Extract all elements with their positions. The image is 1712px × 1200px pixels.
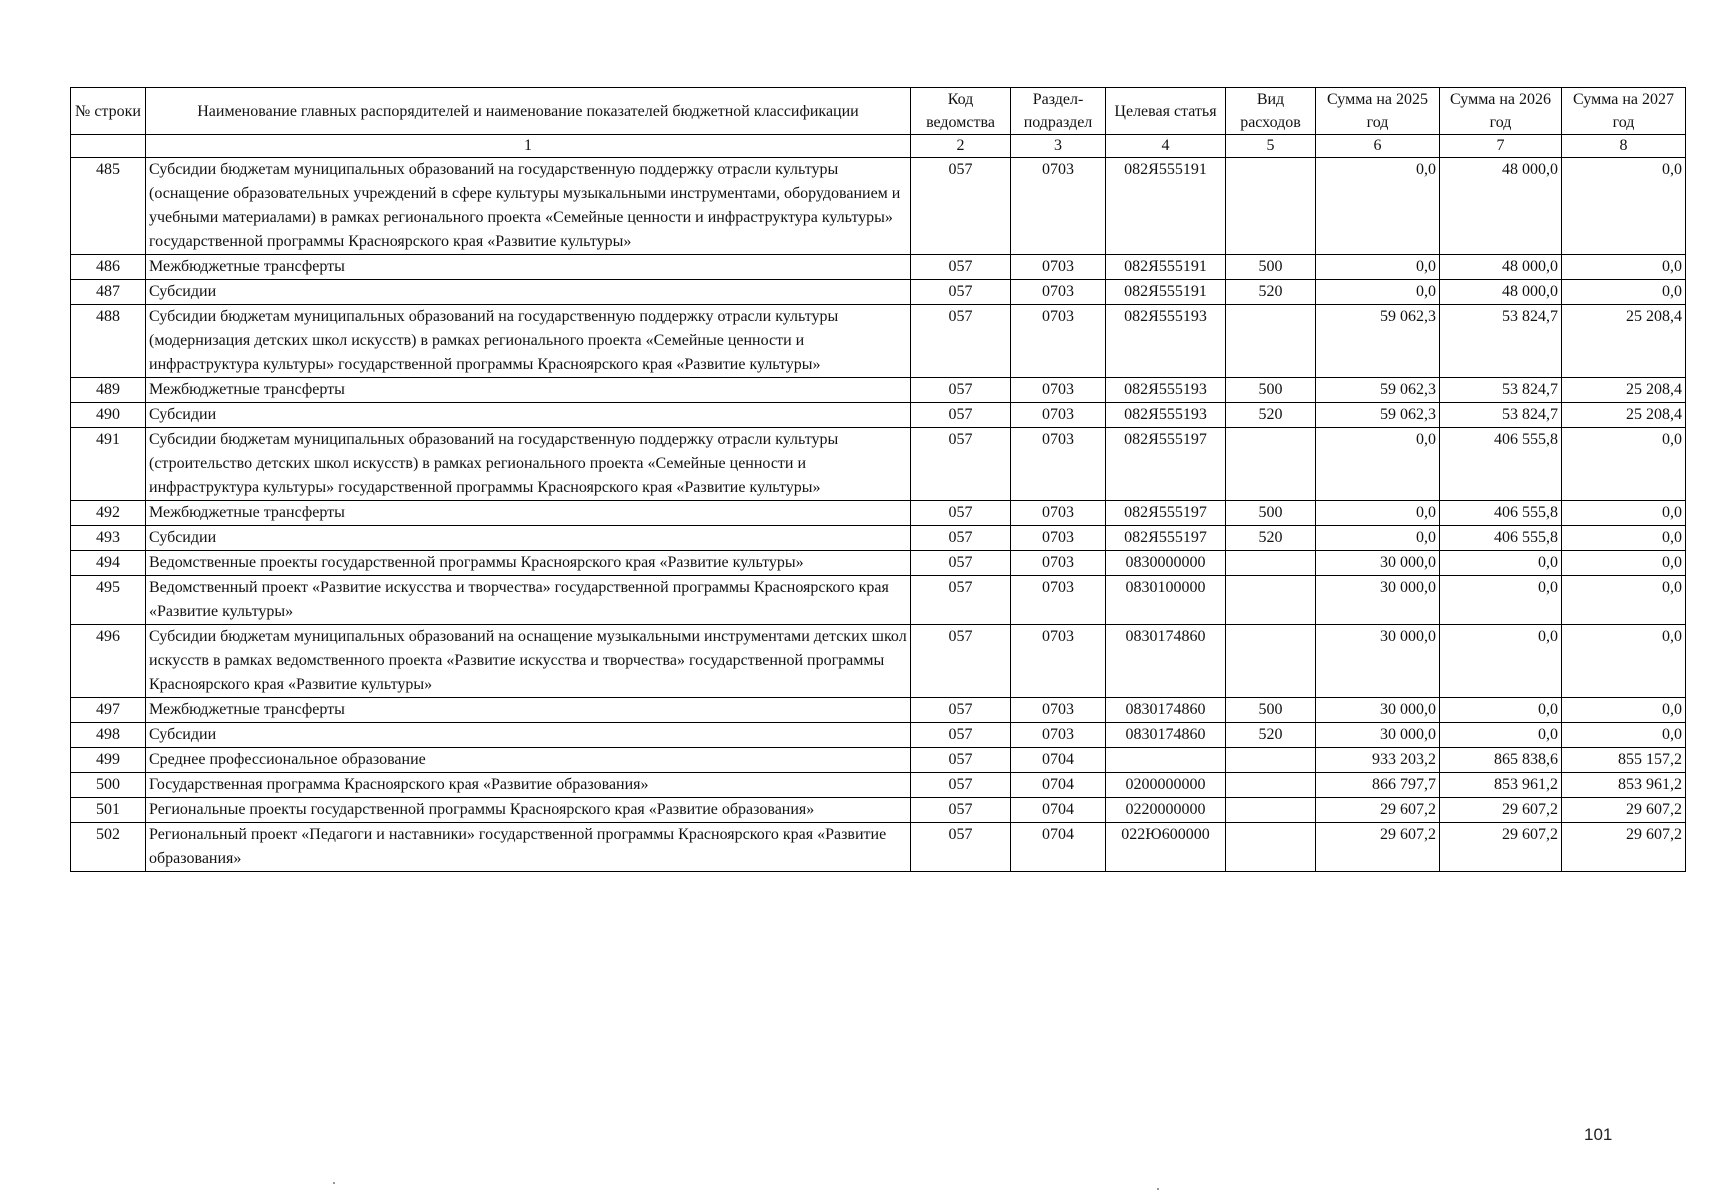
row-number-cell: 486 (71, 255, 146, 280)
column-number: 1 (146, 135, 911, 158)
target-article-cell: 022Ю600000 (1106, 823, 1226, 872)
department-code-cell: 057 (911, 378, 1011, 403)
item-name-cell: Межбюджетные трансферты (146, 255, 911, 280)
sum-2026-cell: 0,0 (1440, 723, 1562, 748)
header-row-number: № строки (71, 88, 146, 135)
department-code-cell: 057 (911, 428, 1011, 501)
table-row (71, 526, 1686, 551)
target-article-cell: 0220000000 (1106, 798, 1226, 823)
item-name-cell: Региональные проекты государственной программы Красноярского края «Развитие образования» (146, 798, 911, 823)
table-row (71, 576, 1686, 625)
header-section: Раздел-подраздел (1011, 88, 1106, 135)
sum-2026-cell: 853 961,2 (1440, 773, 1562, 798)
row-number-cell: 494 (71, 551, 146, 576)
table-row (71, 280, 1686, 305)
department-code-cell: 057 (911, 526, 1011, 551)
sum-2027-cell: 29 607,2 (1562, 823, 1686, 872)
sum-2025-cell: 30 000,0 (1316, 551, 1440, 576)
section-code-cell: 0704 (1011, 823, 1106, 872)
target-article-cell: 082Я555197 (1106, 501, 1226, 526)
sum-2025-cell: 933 203,2 (1316, 748, 1440, 773)
section-code-cell: 0703 (1011, 158, 1106, 255)
column-number: 5 (1226, 135, 1316, 158)
document-page (70, 87, 1685, 872)
section-code-cell: 0703 (1011, 255, 1106, 280)
row-number-cell: 493 (71, 526, 146, 551)
target-article-cell: 0830174860 (1106, 698, 1226, 723)
sum-2026-cell: 0,0 (1440, 625, 1562, 698)
row-number-cell: 490 (71, 403, 146, 428)
department-code-cell: 057 (911, 798, 1011, 823)
table-header (71, 88, 1686, 158)
department-code-cell: 057 (911, 576, 1011, 625)
expense-type-cell (1226, 823, 1316, 872)
item-name-cell: Региональный проект «Педагоги и наставники» государственной программы Красноярского края «Развитие образования» (146, 823, 911, 872)
column-number: 3 (1011, 135, 1106, 158)
row-number-cell: 492 (71, 501, 146, 526)
sum-2027-cell: 0,0 (1562, 280, 1686, 305)
row-number-cell: 485 (71, 158, 146, 255)
table-row (71, 378, 1686, 403)
department-code-cell: 057 (911, 723, 1011, 748)
sum-2025-cell: 0,0 (1316, 280, 1440, 305)
expense-type-cell (1226, 798, 1316, 823)
row-number-cell: 502 (71, 823, 146, 872)
expense-type-cell (1226, 551, 1316, 576)
sum-2026-cell: 0,0 (1440, 551, 1562, 576)
department-code-cell: 057 (911, 698, 1011, 723)
header-expense-type: Вид расходов (1226, 88, 1316, 135)
table-row (71, 428, 1686, 501)
section-code-cell: 0703 (1011, 526, 1106, 551)
table-row (71, 625, 1686, 698)
target-article-cell (1106, 748, 1226, 773)
section-code-cell: 0704 (1011, 748, 1106, 773)
sum-2026-cell: 53 824,7 (1440, 305, 1562, 378)
item-name-cell: Субсидии бюджетам муниципальных образований на государственную поддержку отрасли культуры (оснащение образовательных учреждений в сфере культуры музыкальными инструментами, оборудованием и учебными материалами) в рамках регионального проекта «Семейные ценности и инфраструктура культуры» государственной программы Красноярского края «Развитие культуры» (146, 158, 911, 255)
table-row (71, 723, 1686, 748)
section-code-cell: 0703 (1011, 305, 1106, 378)
column-number: 8 (1562, 135, 1686, 158)
sum-2025-cell: 29 607,2 (1316, 798, 1440, 823)
sum-2026-cell: 29 607,2 (1440, 798, 1562, 823)
section-code-cell: 0703 (1011, 551, 1106, 576)
sum-2027-cell: 25 208,4 (1562, 378, 1686, 403)
expense-type-cell (1226, 158, 1316, 255)
item-name-cell: Субсидии (146, 723, 911, 748)
section-code-cell: 0704 (1011, 773, 1106, 798)
sum-2027-cell: 853 961,2 (1562, 773, 1686, 798)
target-article-cell: 082Я555191 (1106, 280, 1226, 305)
sum-2025-cell: 30 000,0 (1316, 576, 1440, 625)
row-number-cell: 498 (71, 723, 146, 748)
target-article-cell: 082Я555197 (1106, 428, 1226, 501)
expense-type-cell: 520 (1226, 280, 1316, 305)
sum-2025-cell: 0,0 (1316, 158, 1440, 255)
expense-type-cell: 520 (1226, 526, 1316, 551)
row-number-cell: 501 (71, 798, 146, 823)
sum-2026-cell: 48 000,0 (1440, 280, 1562, 305)
header-department-code: Код ведомства (911, 88, 1011, 135)
expense-type-cell: 520 (1226, 723, 1316, 748)
department-code-cell: 057 (911, 773, 1011, 798)
expense-type-cell: 500 (1226, 501, 1316, 526)
table-row (71, 501, 1686, 526)
department-code-cell: 057 (911, 158, 1011, 255)
table-row (71, 255, 1686, 280)
sum-2027-cell: 0,0 (1562, 158, 1686, 255)
sum-2027-cell: 0,0 (1562, 255, 1686, 280)
department-code-cell: 057 (911, 280, 1011, 305)
scan-speck (1157, 1188, 1159, 1190)
page-number: 101 (1584, 1125, 1613, 1144)
expense-type-cell (1226, 305, 1316, 378)
column-number-row (71, 135, 1686, 158)
target-article-cell: 082Я555193 (1106, 403, 1226, 428)
sum-2027-cell: 0,0 (1562, 551, 1686, 576)
row-number-cell: 497 (71, 698, 146, 723)
item-name-cell: Субсидии (146, 403, 911, 428)
table-row (71, 158, 1686, 255)
item-name-cell: Межбюджетные трансферты (146, 698, 911, 723)
table-row (71, 798, 1686, 823)
item-name-cell: Ведомственный проект «Развитие искусства и творчества» государственной программы Красноярского края «Развитие культуры» (146, 576, 911, 625)
sum-2026-cell: 29 607,2 (1440, 823, 1562, 872)
department-code-cell: 057 (911, 255, 1011, 280)
item-name-cell: Среднее профессиональное образование (146, 748, 911, 773)
header-target-article: Целевая статья (1106, 88, 1226, 135)
sum-2025-cell: 59 062,3 (1316, 378, 1440, 403)
sum-2026-cell: 865 838,6 (1440, 748, 1562, 773)
sum-2027-cell: 855 157,2 (1562, 748, 1686, 773)
sum-2026-cell: 406 555,8 (1440, 501, 1562, 526)
table-row (71, 305, 1686, 378)
table-row (71, 698, 1686, 723)
item-name-cell: Субсидии бюджетам муниципальных образований на государственную поддержку отрасли культуры (строительство детских школ искусств) в рамках регионального проекта «Семейные ценности и инфраструктура культуры» государственной программы Красноярского края «Развитие культуры» (146, 428, 911, 501)
table-row (71, 551, 1686, 576)
target-article-cell: 082Я555191 (1106, 255, 1226, 280)
sum-2025-cell: 866 797,7 (1316, 773, 1440, 798)
table-row (71, 403, 1686, 428)
sum-2026-cell: 48 000,0 (1440, 158, 1562, 255)
expense-type-cell (1226, 773, 1316, 798)
sum-2025-cell: 0,0 (1316, 526, 1440, 551)
expense-type-cell (1226, 625, 1316, 698)
expense-type-cell (1226, 576, 1316, 625)
sum-2025-cell: 0,0 (1316, 501, 1440, 526)
department-code-cell: 057 (911, 748, 1011, 773)
item-name-cell: Ведомственные проекты государственной программы Красноярского края «Развитие культуры» (146, 551, 911, 576)
header-sum-2025: Сумма на 2025 год (1316, 88, 1440, 135)
target-article-cell: 082Я555193 (1106, 378, 1226, 403)
sum-2026-cell: 53 824,7 (1440, 378, 1562, 403)
table-row (71, 823, 1686, 872)
sum-2027-cell: 0,0 (1562, 723, 1686, 748)
sum-2026-cell: 48 000,0 (1440, 255, 1562, 280)
sum-2027-cell: 0,0 (1562, 526, 1686, 551)
column-number-empty (71, 135, 146, 158)
sum-2026-cell: 0,0 (1440, 698, 1562, 723)
sum-2027-cell: 25 208,4 (1562, 305, 1686, 378)
budget-table (70, 87, 1686, 872)
sum-2027-cell: 29 607,2 (1562, 798, 1686, 823)
section-code-cell: 0703 (1011, 501, 1106, 526)
sum-2025-cell: 59 062,3 (1316, 305, 1440, 378)
sum-2025-cell: 30 000,0 (1316, 698, 1440, 723)
section-code-cell: 0703 (1011, 723, 1106, 748)
target-article-cell: 0200000000 (1106, 773, 1226, 798)
sum-2027-cell: 0,0 (1562, 428, 1686, 501)
expense-type-cell (1226, 748, 1316, 773)
row-number-cell: 499 (71, 748, 146, 773)
item-name-cell: Межбюджетные трансферты (146, 378, 911, 403)
expense-type-cell: 500 (1226, 255, 1316, 280)
column-number: 2 (911, 135, 1011, 158)
item-name-cell: Субсидии (146, 280, 911, 305)
sum-2025-cell: 0,0 (1316, 428, 1440, 501)
department-code-cell: 057 (911, 823, 1011, 872)
target-article-cell: 0830000000 (1106, 551, 1226, 576)
row-number-cell: 496 (71, 625, 146, 698)
sum-2025-cell: 29 607,2 (1316, 823, 1440, 872)
header-name: Наименование главных распорядителей и наименование показателей бюджетной классификации (146, 88, 911, 135)
column-number: 7 (1440, 135, 1562, 158)
section-code-cell: 0703 (1011, 698, 1106, 723)
target-article-cell: 082Я555191 (1106, 158, 1226, 255)
sum-2027-cell: 0,0 (1562, 698, 1686, 723)
scan-speck (333, 1182, 335, 1184)
sum-2026-cell: 53 824,7 (1440, 403, 1562, 428)
target-article-cell: 082Я555197 (1106, 526, 1226, 551)
header-sum-2027: Сумма на 2027 год (1562, 88, 1686, 135)
department-code-cell: 057 (911, 403, 1011, 428)
row-number-cell: 488 (71, 305, 146, 378)
sum-2026-cell: 406 555,8 (1440, 526, 1562, 551)
sum-2027-cell: 0,0 (1562, 576, 1686, 625)
sum-2027-cell: 0,0 (1562, 625, 1686, 698)
sum-2026-cell: 406 555,8 (1440, 428, 1562, 501)
section-code-cell: 0703 (1011, 378, 1106, 403)
target-article-cell: 082Я555193 (1106, 305, 1226, 378)
table-body (71, 158, 1686, 872)
row-number-cell: 489 (71, 378, 146, 403)
sum-2025-cell: 30 000,0 (1316, 625, 1440, 698)
sum-2027-cell: 0,0 (1562, 501, 1686, 526)
target-article-cell: 0830174860 (1106, 625, 1226, 698)
expense-type-cell: 500 (1226, 378, 1316, 403)
item-name-cell: Субсидии бюджетам муниципальных образований на оснащение музыкальными инструментами детских школ искусств в рамках ведомственного проекта «Развитие искусства и творчества» государственной программы Красноярского края «Развитие культуры» (146, 625, 911, 698)
header-row (71, 88, 1686, 135)
section-code-cell: 0703 (1011, 625, 1106, 698)
sum-2027-cell: 25 208,4 (1562, 403, 1686, 428)
expense-type-cell (1226, 428, 1316, 501)
section-code-cell: 0704 (1011, 798, 1106, 823)
row-number-cell: 500 (71, 773, 146, 798)
table-row (71, 773, 1686, 798)
department-code-cell: 057 (911, 305, 1011, 378)
item-name-cell: Субсидии (146, 526, 911, 551)
table-row (71, 748, 1686, 773)
item-name-cell: Межбюджетные трансферты (146, 501, 911, 526)
item-name-cell: Субсидии бюджетам муниципальных образований на государственную поддержку отрасли культуры (модернизация детских школ искусств) в рамках регионального проекта «Семейные ценности и инфраструктура культуры» государственной программы Красноярского края «Развитие культуры» (146, 305, 911, 378)
row-number-cell: 491 (71, 428, 146, 501)
sum-2025-cell: 30 000,0 (1316, 723, 1440, 748)
column-number: 4 (1106, 135, 1226, 158)
section-code-cell: 0703 (1011, 280, 1106, 305)
department-code-cell: 057 (911, 625, 1011, 698)
expense-type-cell: 500 (1226, 698, 1316, 723)
sum-2025-cell: 59 062,3 (1316, 403, 1440, 428)
sum-2026-cell: 0,0 (1440, 576, 1562, 625)
expense-type-cell: 520 (1226, 403, 1316, 428)
section-code-cell: 0703 (1011, 403, 1106, 428)
column-number: 6 (1316, 135, 1440, 158)
department-code-cell: 057 (911, 501, 1011, 526)
target-article-cell: 0830174860 (1106, 723, 1226, 748)
department-code-cell: 057 (911, 551, 1011, 576)
target-article-cell: 0830100000 (1106, 576, 1226, 625)
section-code-cell: 0703 (1011, 428, 1106, 501)
row-number-cell: 495 (71, 576, 146, 625)
header-sum-2026: Сумма на 2026 год (1440, 88, 1562, 135)
item-name-cell: Государственная программа Красноярского края «Развитие образования» (146, 773, 911, 798)
sum-2025-cell: 0,0 (1316, 255, 1440, 280)
row-number-cell: 487 (71, 280, 146, 305)
section-code-cell: 0703 (1011, 576, 1106, 625)
